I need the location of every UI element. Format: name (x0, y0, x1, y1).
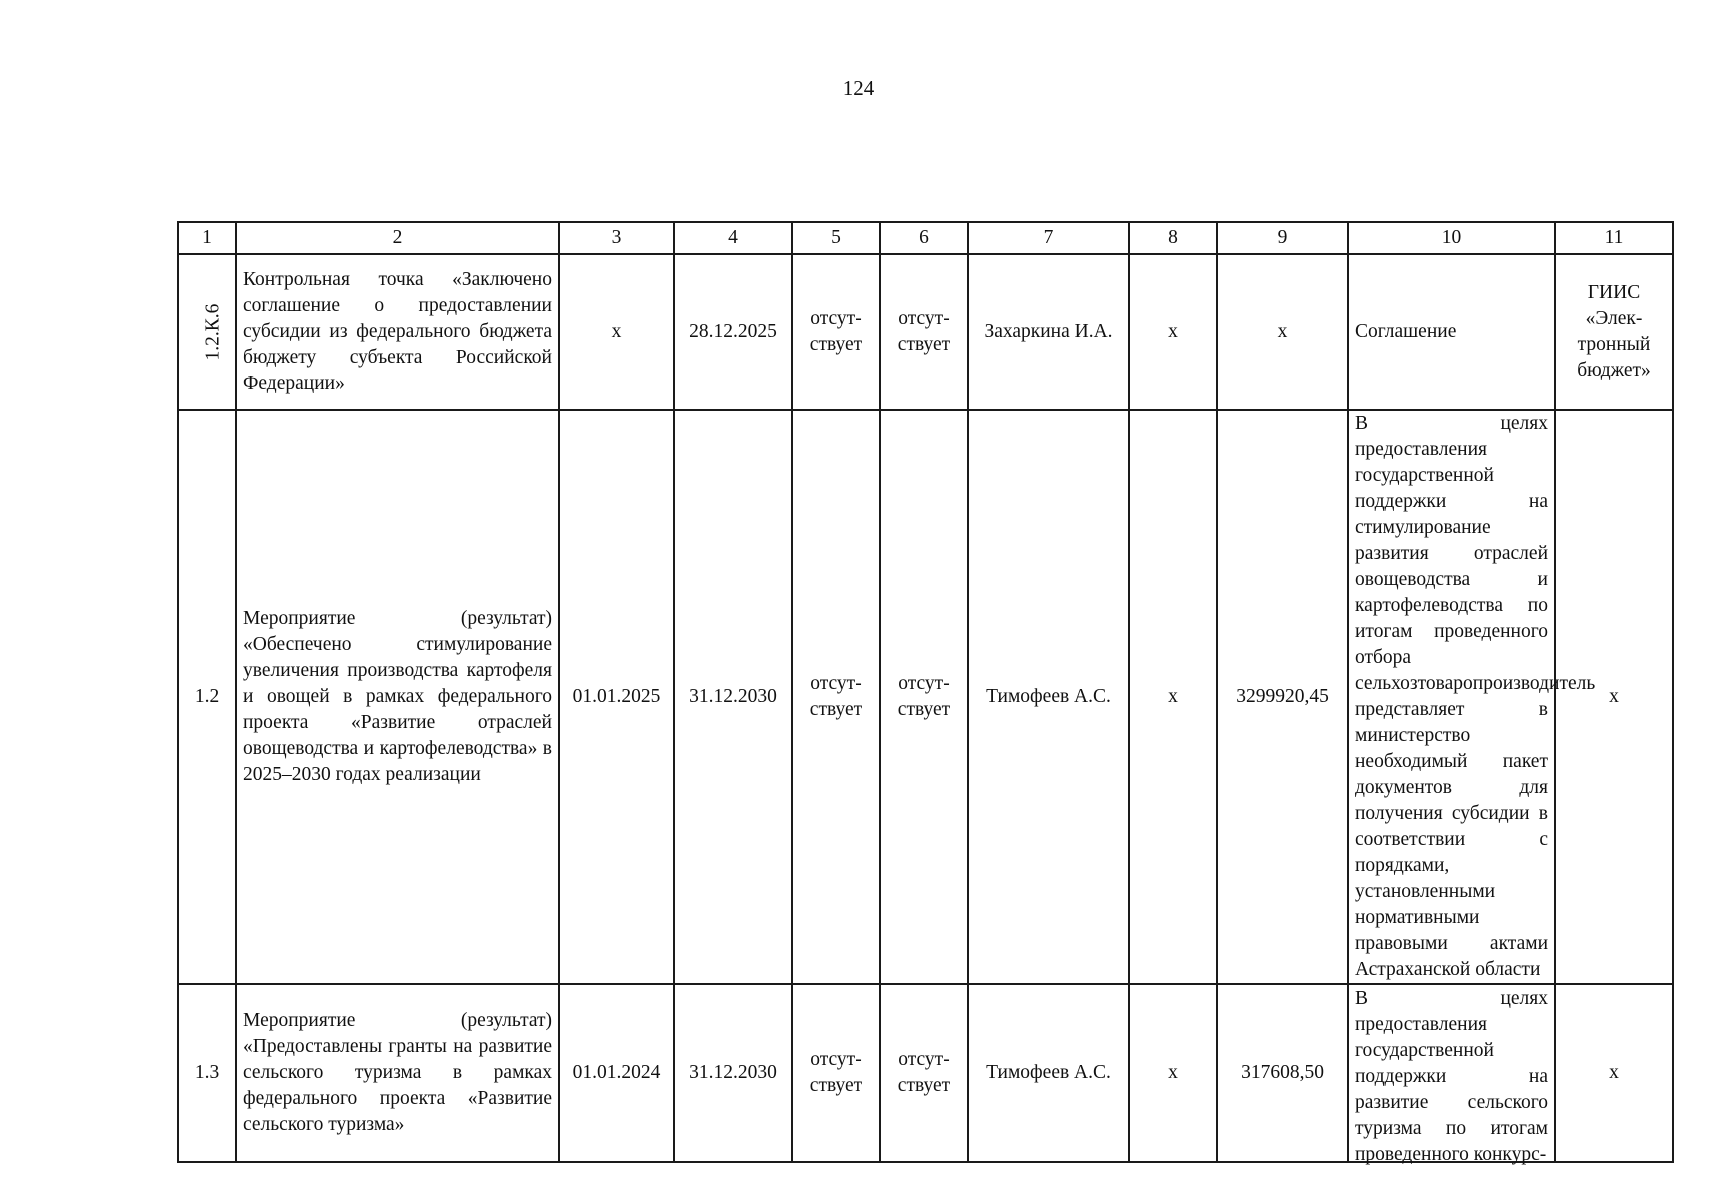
responsible-cell: Захаркина И.А. (968, 254, 1129, 410)
amount-cell: х (1217, 254, 1348, 410)
col6-cell: отсут-ствует (880, 410, 968, 984)
header-cell: 1 (178, 222, 236, 254)
table-row (178, 984, 1673, 1162)
col8-cell: х (1129, 984, 1217, 1162)
end-date-cell: 28.12.2025 (674, 254, 792, 410)
header-cell: 2 (236, 222, 559, 254)
header-cell: 7 (968, 222, 1129, 254)
end-date-cell: 31.12.2030 (674, 984, 792, 1162)
header-cell: 6 (880, 222, 968, 254)
header-cell: 5 (792, 222, 880, 254)
table-row (178, 410, 1673, 984)
col8-cell: х (1129, 254, 1217, 410)
col8-cell: х (1129, 410, 1217, 984)
start-date-cell: 01.01.2024 (559, 984, 674, 1162)
plan-table (177, 221, 1674, 1163)
col6-cell: отсут-ствует (880, 254, 968, 410)
header-cell: 4 (674, 222, 792, 254)
responsible-cell: Тимофеев А.С. (968, 410, 1129, 984)
system-cell: ГИИС «Элек-тронный бюджет» (1555, 254, 1673, 410)
start-date-cell: 01.01.2025 (559, 410, 674, 984)
row-number-cell: 1.3 (178, 984, 236, 1162)
header-cell: 10 (1348, 222, 1555, 254)
page-number: 124 (842, 76, 875, 100)
end-date-cell: 31.12.2030 (674, 410, 792, 984)
system-cell: х (1555, 410, 1673, 984)
row-number: 1.2.К.6 (202, 303, 224, 361)
description-cell: Соглашение (1348, 254, 1555, 410)
description-cell: В целях предоставления государственной поддержки на стимулирование развития отраслей овощеводства и картофелеводства по итогам проведенного отбора сельхозтоваропроизводитель представляет в министерство необходимый пакет документов для получения субсидии в соответствии с порядками, установленными нормативными правовыми актами Астраханской области (1348, 410, 1555, 984)
amount-cell: 3299920,45 (1217, 410, 1348, 984)
row-number-cell (178, 254, 236, 410)
col6-cell: отсут-ствует (880, 984, 968, 1162)
row-number-cell: 1.2 (178, 410, 236, 984)
header-cell: 11 (1555, 222, 1673, 254)
col5-cell: отсут-ствует (792, 410, 880, 984)
name-cell: Мероприятие (результат) «Предоставлены гранты на развитие сельского туризма в рамках федерального проекта «Развитие сельского туризма» (236, 984, 559, 1162)
amount-cell: 317608,50 (1217, 984, 1348, 1162)
description-text: В целях предоставления государственной поддержки на развитие сельского туризма по итогам проведенного конкурс- (1355, 988, 1548, 1165)
table-row (178, 254, 1673, 410)
name-cell: Мероприятие (результат) «Обеспечено стимулирование увеличения производства картофеля и овощей в рамках федерального проекта «Развитие отраслей овощеводства и картофелеводства» в 2025–2030 годах реализации (236, 410, 559, 984)
start-date-cell: х (559, 254, 674, 410)
header-cell: 8 (1129, 222, 1217, 254)
col5-cell: отсут-ствует (792, 984, 880, 1162)
system-cell: х (1555, 984, 1673, 1162)
col5-cell: отсут-ствует (792, 254, 880, 410)
header-cell: 3 (559, 222, 674, 254)
name-cell: Контрольная точка «Заключено соглашение о предоставлении субсидии из федерального бюджета бюджету субъекта Российской Федерации» (236, 254, 559, 410)
header-cell: 9 (1217, 222, 1348, 254)
header-row (178, 222, 1673, 254)
responsible-cell: Тимофеев А.С. (968, 984, 1129, 1162)
description-cell (1348, 984, 1555, 1165)
